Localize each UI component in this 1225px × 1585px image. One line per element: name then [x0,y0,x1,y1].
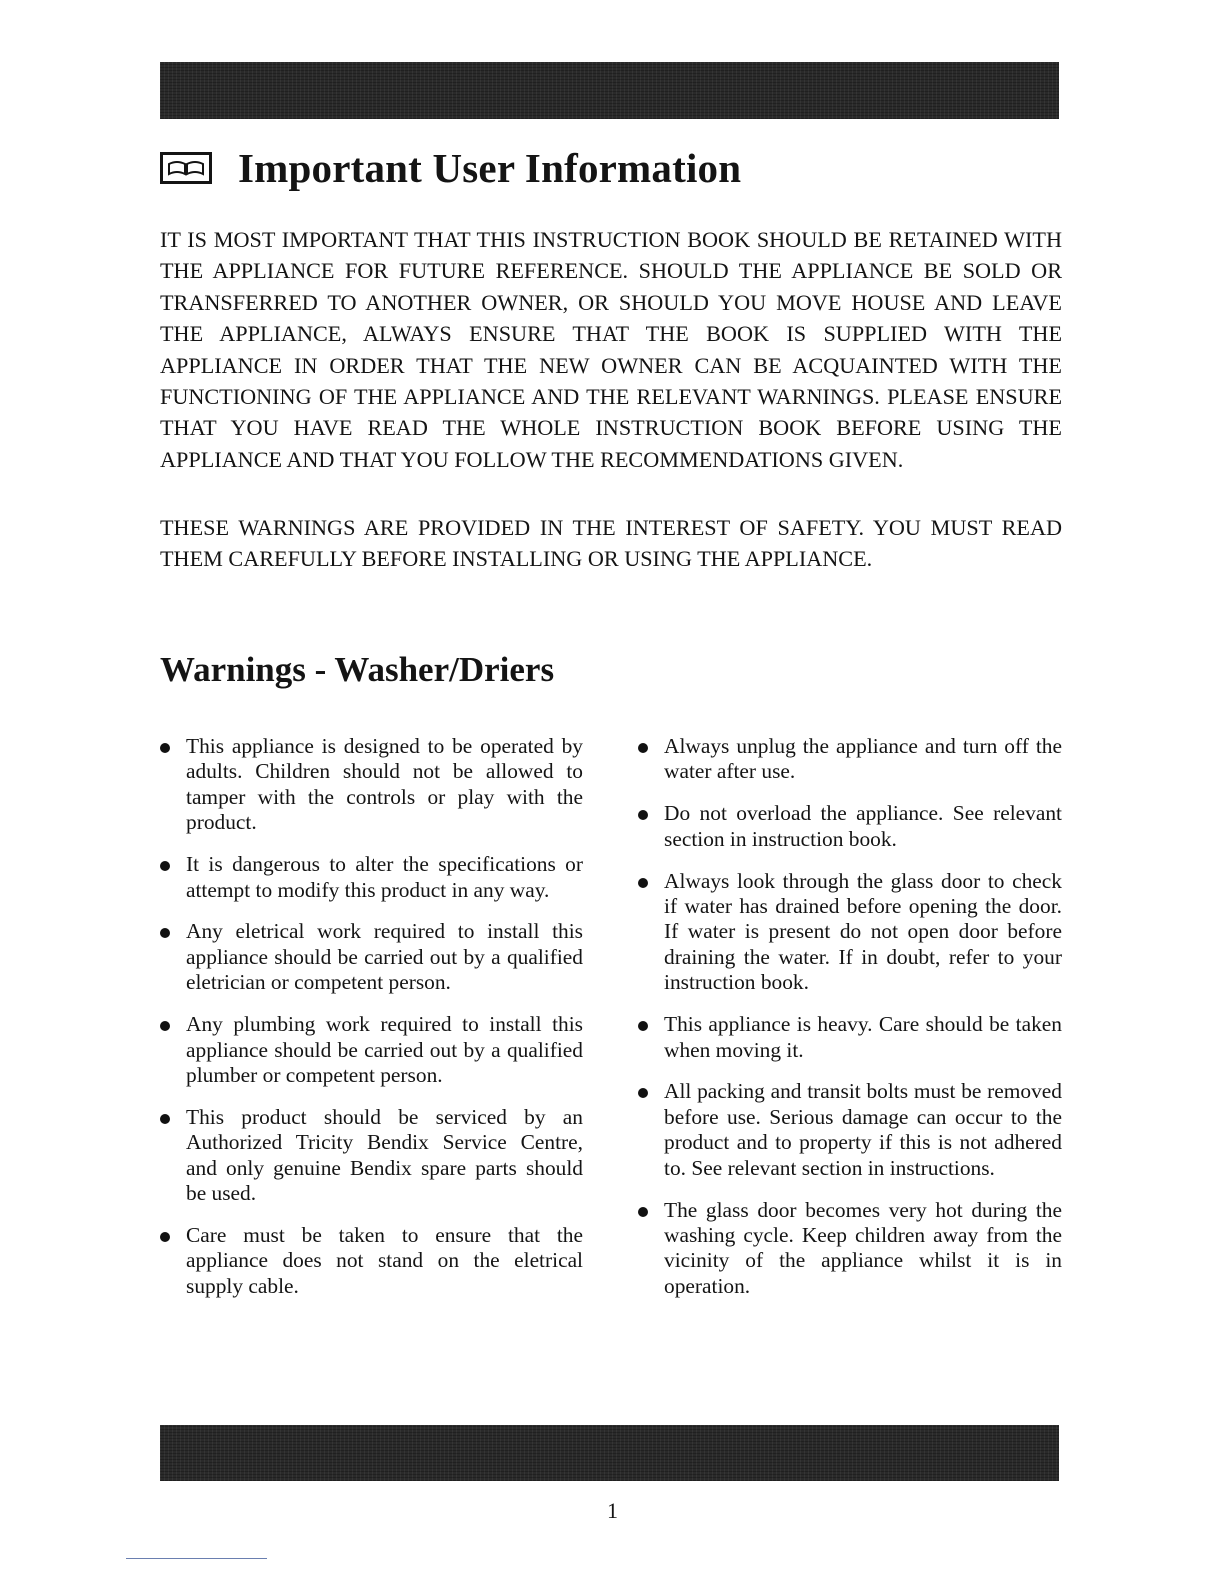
warning-item [160,1223,583,1299]
warnings-heading: Warnings - Washer/Driers [160,650,555,689]
bullet-icon [638,743,648,753]
page-title: Important User Information [238,145,742,191]
bullet-icon [638,1021,648,1031]
warning-text: Always look through the glass door to check if water has drained before opening the door. If water is present do not open door before draining the water. If in doubt, refer to your instruction book. [664,868,1062,995]
warning-text: Any eletrical work required to install this appliance should be carried out by a qualified eletrician or competent person. [186,919,583,995]
bottom-decorative-band [160,1425,1059,1481]
warning-item [638,801,1062,852]
bullet-icon [638,878,648,888]
warning-text: This product should be serviced by an Authorized Tricity Bendix Service Centre, and only genuine Bendix spare parts should be used. [186,1104,583,1206]
warning-text: Care must be taken to ensure that the appliance does not stand on the eletrical supply cable. [186,1223,583,1298]
warning-text: This appliance is designed to be operated by adults. Children should not be allowed to tamper with the controls or play with the product. [186,734,583,835]
warning-item [160,1012,583,1088]
top-decorative-band [160,62,1059,119]
bullet-icon [160,1232,170,1242]
warning-item [638,869,1062,996]
warning-text: Any plumbing work required to install this appliance should be carried out by a qualified plumber or competent person. [186,1012,583,1087]
bullet-icon [160,743,170,753]
page-number: 1 [607,1498,618,1523]
intro-paragraph-retain-book: IT IS MOST IMPORTANT THAT THIS INSTRUCTION BOOK SHOULD BE RETAINED WITH THE APPLIANCE FOR FUTURE REFERENCE. SHOULD THE APPLIANCE BE SOLD OR TRANSFERRED TO ANOTHER OWNER, OR SHOULD YOU MOVE HOUSE AND LEAVE THE APPLIANCE, ALWAYS ENSURE THAT THE BOOK IS SUPPLIED WITH THE APPLIANCE IN ORDER THAT THE NEW OWNER CAN BE ACQUAINTED WITH THE FUNCTIONING OF THE APPLIANCE AND THE RELEVANT WARNINGS. PLEASE ENSURE THAT YOU HAVE READ THE WHOLE INSTRUCTION BOOK BEFORE USING THE APPLIANCE AND THAT YOU FOLLOW THE RECOMMENDATIONS GIVEN. [160,227,1062,472]
warning-text: Always unplug the appliance and turn off the water after use. [664,734,1062,784]
warning-text: This appliance is heavy. Care should be taken when moving it. [664,1012,1062,1062]
warning-item [160,734,583,836]
warning-text: The glass door becomes very hot during the washing cycle. Keep children away from the vicinity of the appliance whilst it is in operation. [664,1197,1062,1298]
book-icon [160,152,212,184]
warning-item [160,919,583,995]
title-row [160,142,741,194]
warning-item [160,1105,583,1207]
bullet-icon [160,1021,170,1031]
warning-text: It is dangerous to alter the specifications or attempt to modify this product in any way. [186,852,583,902]
warning-item [638,1012,1062,1063]
bullet-icon [638,810,648,820]
footer-rule [126,1558,267,1559]
warning-item [160,852,583,903]
warning-item [638,1079,1062,1181]
warning-item [638,1198,1062,1300]
warning-item [638,734,1062,785]
warnings-list-left [160,734,583,1316]
intro-paragraph-safety: THESE WARNINGS ARE PROVIDED IN THE INTEREST OF SAFETY. YOU MUST READ THEM CAREFULLY BEFORE INSTALLING OR USING THE APPLIANCE. [160,515,1062,572]
bullet-icon [160,861,170,871]
bullet-icon [160,928,170,938]
warning-text: All packing and transit bolts must be removed before use. Serious damage can occur to the product and to property if this is not adhered to. See relevant section in instructions. [664,1079,1062,1180]
bullet-icon [160,1114,170,1124]
bullet-icon [638,1088,648,1098]
warning-text: Do not overload the appliance. See relevant section in instruction book. [664,801,1062,851]
bullet-icon [638,1207,648,1217]
warnings-list-right [638,734,1062,1316]
